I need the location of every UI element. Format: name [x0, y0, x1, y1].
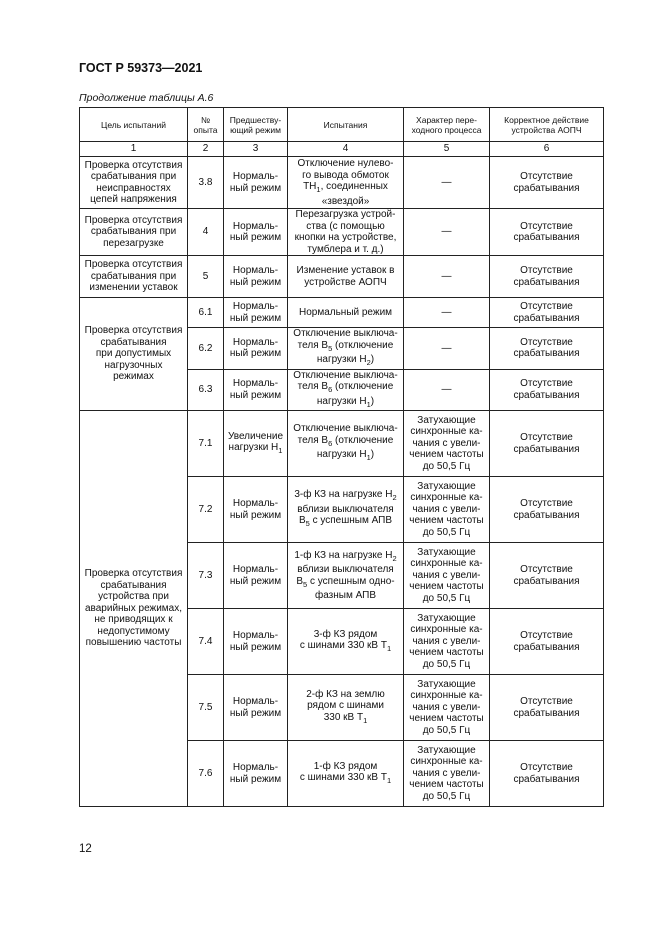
correct-action-cell: Отсутствие срабатывания — [490, 157, 604, 209]
transient-cell: Затухающие синхронные ка- чания с увели- чением частоты до 50,5 Гц — [404, 609, 490, 675]
column-header: № опыта — [188, 108, 224, 142]
column-header: Предшеству- ющий режим — [224, 108, 288, 142]
subscript: 5 — [305, 519, 310, 529]
column-header: Цель испытаний — [80, 108, 188, 142]
subscript: 2 — [392, 553, 397, 563]
table-row — [80, 298, 604, 328]
column-number: 1 — [80, 142, 188, 157]
previous-mode-cell: Нормаль- ный режим — [224, 328, 288, 370]
previous-mode-cell: Нормаль- ный режим — [224, 543, 288, 609]
table-row — [80, 411, 604, 477]
experiment-number-cell: 6.3 — [188, 369, 224, 411]
test-table — [79, 107, 604, 807]
experiment-number-cell: 7.2 — [188, 477, 224, 543]
table-caption: Продолжение таблицы А.6 — [79, 92, 214, 104]
column-header: Испытания — [288, 108, 404, 142]
experiment-number-cell: 7.1 — [188, 411, 224, 477]
subscript: 5 — [328, 343, 333, 353]
transient-cell: — — [404, 369, 490, 411]
test-cell: Отключение выключа- теля $В_6$ (отключение нагрузки $Н_1$) — [288, 411, 404, 477]
page-number: 12 — [79, 843, 92, 855]
subscript: 1 — [386, 644, 392, 653]
column-number: 4 — [288, 142, 404, 157]
table-row — [80, 209, 604, 256]
previous-mode-cell: Нормаль- ный режим — [224, 675, 288, 741]
correct-action-cell: Отсутствие срабатывания — [490, 411, 604, 477]
subscript: 1 — [316, 185, 321, 194]
transient-cell: — — [404, 298, 490, 328]
table-row — [80, 157, 604, 209]
correct-action-cell: Отсутствие срабатывания — [490, 477, 604, 543]
correct-action-cell: Отсутствие срабатывания — [490, 609, 604, 675]
correct-action-cell: Отсутствие срабатывания — [490, 369, 604, 411]
test-cell: Изменение уставок в устройстве АОПЧ — [288, 256, 404, 298]
column-number-row — [80, 142, 604, 157]
transient-cell: — — [404, 256, 490, 298]
correct-action-cell: Отсутствие срабатывания — [490, 543, 604, 609]
subscript: 1 — [366, 453, 371, 463]
test-cell: Перезагрузка устрой- ства (с помощью кнопки на устройстве, тумблера и т. д.) — [288, 209, 404, 256]
correct-action-cell: Отсутствие срабатывания — [490, 209, 604, 256]
column-number: 6 — [490, 142, 604, 157]
goal-cell: Проверка отсутствия срабатывания при изменении уставок — [80, 256, 188, 298]
transient-cell: — — [404, 209, 490, 256]
table-header-row — [80, 108, 604, 142]
test-cell: 3-ф КЗ рядом с шинами 330 кВ $Т_1$ — [288, 609, 404, 675]
subscript: 5 — [303, 579, 308, 589]
test-cell: Отключение выключа- теля $В_5$ (отключение нагрузки $Н_2$) — [288, 328, 404, 370]
column-header: Характер пере- ходного процесса — [404, 108, 490, 142]
experiment-number-cell: 4 — [188, 209, 224, 256]
transient-cell: Затухающие синхронные ка- чания с увели- чением частоты до 50,5 Гц — [404, 411, 490, 477]
column-number: 5 — [404, 142, 490, 157]
correct-action-cell: Отсутствие срабатывания — [490, 328, 604, 370]
transient-cell: Затухающие синхронные ка- чания с увели- чением частоты до 50,5 Гц — [404, 675, 490, 741]
previous-mode-cell: Нормаль- ный режим — [224, 609, 288, 675]
transient-cell: — — [404, 157, 490, 209]
test-cell: 1-ф КЗ на нагрузке $Н_2$ вблизи выключателя $В_5$ с успешным одно- фазным АПВ — [288, 543, 404, 609]
correct-action-cell: Отсутствие срабатывания — [490, 256, 604, 298]
document-header: ГОСТ Р 59373—2021 — [79, 61, 203, 75]
previous-mode-cell: Нормаль- ный режим — [224, 256, 288, 298]
correct-action-cell: Отсутствие срабатывания — [490, 675, 604, 741]
experiment-number-cell: 7.6 — [188, 741, 224, 807]
test-cell: Отключение нулево- го вывода обмоток $ТН_1$, соединенных «звездой» — [288, 157, 404, 209]
subscript: 2 — [366, 358, 371, 367]
column-number: 3 — [224, 142, 288, 157]
subscript: 1 — [278, 446, 283, 455]
experiment-number-cell: 6.1 — [188, 298, 224, 328]
previous-mode-cell: Нормаль- ный режим — [224, 157, 288, 209]
experiment-number-cell: 5 — [188, 256, 224, 298]
previous-mode-cell: Нормаль- ный режим — [224, 741, 288, 807]
goal-cell: Проверка отсутствия срабатывания при неисправностях цепей напряжения — [80, 157, 188, 209]
test-cell: 3-ф КЗ на нагрузке $Н_2$ вблизи выключателя $В_5$ с успешным АПВ — [288, 477, 404, 543]
test-cell: 2-ф КЗ на землю рядом с шинами 330 кВ $Т_1$ — [288, 675, 404, 741]
subscript: 6 — [328, 385, 333, 394]
subscript: 1 — [386, 776, 392, 785]
column-header: Корректное действие устройства АОПЧ — [490, 108, 604, 142]
table-row — [80, 256, 604, 298]
previous-mode-cell: Нормаль- ный режим — [224, 298, 288, 328]
experiment-number-cell: 3.8 — [188, 157, 224, 209]
goal-cell: Проверка отсутствия срабатывания при перезагрузке — [80, 209, 188, 256]
test-cell: 1-ф КЗ рядом с шинами 330 кВ $Т_1$ — [288, 741, 404, 807]
subscript: 6 — [328, 438, 333, 448]
subscript: 1 — [366, 399, 371, 409]
subscript: 1 — [363, 715, 368, 725]
goal-cell: Проверка отсутствия срабатывания при допустимых нагрузочных режимах — [80, 298, 188, 411]
correct-action-cell: Отсутствие срабатывания — [490, 298, 604, 328]
previous-mode-cell: Увеличение нагрузки $Н_1$ — [224, 411, 288, 477]
previous-mode-cell: Нормаль- ный режим — [224, 209, 288, 256]
goal-cell: Проверка отсутствия срабатывания устройства при аварийных режимах, не приводящих к недопустимому повышению частоты — [80, 411, 188, 807]
test-cell: Нормальный режим — [288, 298, 404, 328]
experiment-number-cell: 7.5 — [188, 675, 224, 741]
previous-mode-cell: Нормаль- ный режим — [224, 477, 288, 543]
experiment-number-cell: 6.2 — [188, 328, 224, 370]
transient-cell: Затухающие синхронные ка- чания с увели- чением частоты до 50,5 Гц — [404, 543, 490, 609]
transient-cell: — — [404, 328, 490, 370]
experiment-number-cell: 7.4 — [188, 609, 224, 675]
experiment-number-cell: 7.3 — [188, 543, 224, 609]
table-body — [80, 157, 604, 807]
subscript: 2 — [392, 493, 397, 503]
test-cell: Отключение выключа- теля $В_6$ (отключение нагрузки $Н_1$) — [288, 369, 404, 411]
correct-action-cell: Отсутствие срабатывания — [490, 741, 604, 807]
column-number: 2 — [188, 142, 224, 157]
transient-cell: Затухающие синхронные ка- чания с увели- чением частоты до 50,5 Гц — [404, 741, 490, 807]
transient-cell: Затухающие синхронные ка- чания с увели- чением частоты до 50,5 Гц — [404, 477, 490, 543]
previous-mode-cell: Нормаль- ный режим — [224, 369, 288, 411]
